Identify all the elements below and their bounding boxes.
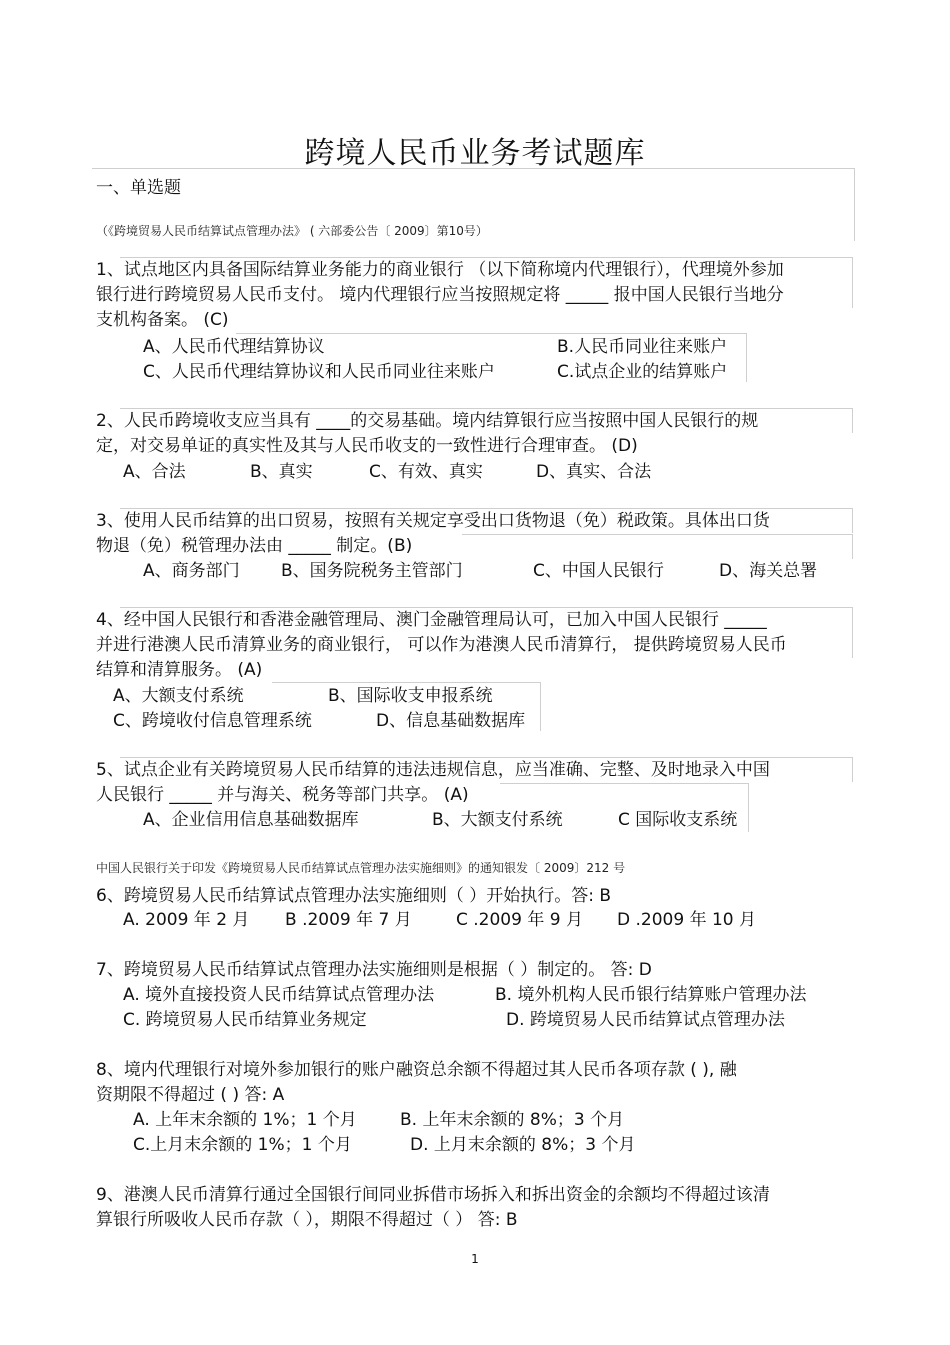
option-b: B.人民币同业往来账户 [557,337,728,357]
option-a: A、人民币代理结算协议 [143,337,325,357]
option-d: D. 上月末余额的 8%；3 个月 [410,1135,636,1155]
question-line: 结算和清算服务。 (A) [96,660,263,680]
option-b: B. 境外机构人民币银行结算账户管理办法 [495,985,807,1005]
question-8 [96,1058,866,1108]
option-c: C、跨境收付信息管理系统 [113,711,312,731]
option-b: B、大额支付系统 [432,810,563,830]
question-line: 算银行所吸收人民币存款（ ），期限不得超过（ ） 答: B [96,1210,518,1230]
option-a: A. 上年末余额的 1%；1 个月 [133,1110,357,1130]
scan-frame [462,534,853,559]
question-line: 2、人民币跨境收支应当具有 ____的交易基础。境内结算银行应当按照中国人民银行的规 [96,411,759,431]
question-line: 8、境内代理银行对境外参加银行的账户融资总余额不得超过其人民币各项存款 ( ), 融 [96,1060,737,1080]
question-line: 物退（免）税管理办法由 _____ 制定。(B) [96,536,413,556]
question-line: 4、经中国人民银行和香港金融管理局、澳门金融管理局认可，已加入中国人民银行 _____ [96,610,767,630]
option-b: B .2009 年 7 月 [285,910,412,930]
option-c: C 国际收支系统 [618,810,738,830]
option-c: C. 跨境贸易人民币结算业务规定 [123,1010,367,1030]
question-line: 人民银行 _____ 并与海关、税务等部门共享。 (A) [96,785,469,805]
option-a: A、大额支付系统 [113,686,244,706]
option-b: B、国务院税务主管部门 [281,561,463,581]
option-d: C.试点企业的结算账户 [557,362,728,382]
page-number: 1 [471,1252,479,1266]
option-a: A、合法 [123,462,186,482]
option-d: D、真实、合法 [536,462,652,482]
question-line: 9、港澳人民币清算行通过全国银行间同业拆借市场拆入和拆出资金的余额均不得超过该清 [96,1185,770,1205]
question-1 [96,258,856,333]
question-7 [96,958,856,983]
option-b: B. 上年末余额的 8%；3 个月 [400,1110,625,1130]
option-d: D .2009 年 10 月 [617,910,757,930]
question-6 [96,884,856,909]
question-4 [96,608,856,683]
question-line: 3、使用人民币结算的出口贸易，按照有关规定享受出口货物退（免）税政策。具体出口货 [96,511,770,531]
option-a: A、商务部门 [143,561,240,581]
question-line: 银行进行跨境贸易人民币支付。 境内代理银行应当按照规定将 _____ 报中国人民银行当地分 [96,285,784,305]
option-a: A. 境外直接投资人民币结算试点管理办法 [123,985,435,1005]
question-line: 并进行港澳人民币清算业务的商业银行， 可以作为港澳人民币清算行， 提供跨境贸易人民币 [96,635,787,655]
option-a: A、企业信用信息基础数据库 [143,810,359,830]
option-a: A. 2009 年 2 月 [123,910,250,930]
question-line: 定，对交易单证的真实性及其与人民币收支的一致性进行合理审查。 (D) [96,436,638,456]
option-d: D、信息基础数据库 [376,711,526,731]
question-line: 7、跨境贸易人民币结算试点管理办法实施细则是根据（ ）制定的。 答: D [96,960,652,980]
question-9 [96,1183,856,1233]
question-line: 5、试点企业有关跨境贸易人民币结算的违法违规信息，应当准确、完整、及时地录入中国 [96,760,770,780]
option-d: D、海关总署 [719,561,818,581]
option-b: B、真实 [250,462,313,482]
option-c: C、有效、真实 [369,462,483,482]
question-line: 1、试点地区内具备国际结算业务能力的商业银行 （以下简称境内代理银行），代理境外参加 [96,260,784,280]
question-line: 支机构备案。 (C) [96,310,229,330]
option-b: B、国际收支申报系统 [328,686,493,706]
question-line: 资期限不得超过 ( ) 答: A [96,1085,285,1105]
source-note: 中国人民银行关于印发《跨境贸易人民币结算试点管理办法实施细则》的通知银发〔 2009〕212 号 [96,861,626,875]
question-line: 6、跨境贸易人民币结算试点管理办法实施细则（ ）开始执行。答: B [96,886,612,906]
option-c: C.上月末余额的 1%；1 个月 [133,1135,352,1155]
source-note: （《跨境贸易人民币结算试点管理办法》 ( 六部委公告〔 2009〕第10号） [96,224,488,238]
document-title: 跨境人民币业务考试题库 [304,136,646,171]
question-2 [96,409,856,459]
option-d: D. 跨境贸易人民币结算试点管理办法 [506,1010,785,1030]
option-c: C .2009 年 9 月 [456,910,583,930]
option-c: C、人民币代理结算协议和人民币同业往来账户 [143,362,495,382]
section-heading: 一、单选题 [96,178,181,198]
option-c: C、中国人民银行 [533,561,664,581]
